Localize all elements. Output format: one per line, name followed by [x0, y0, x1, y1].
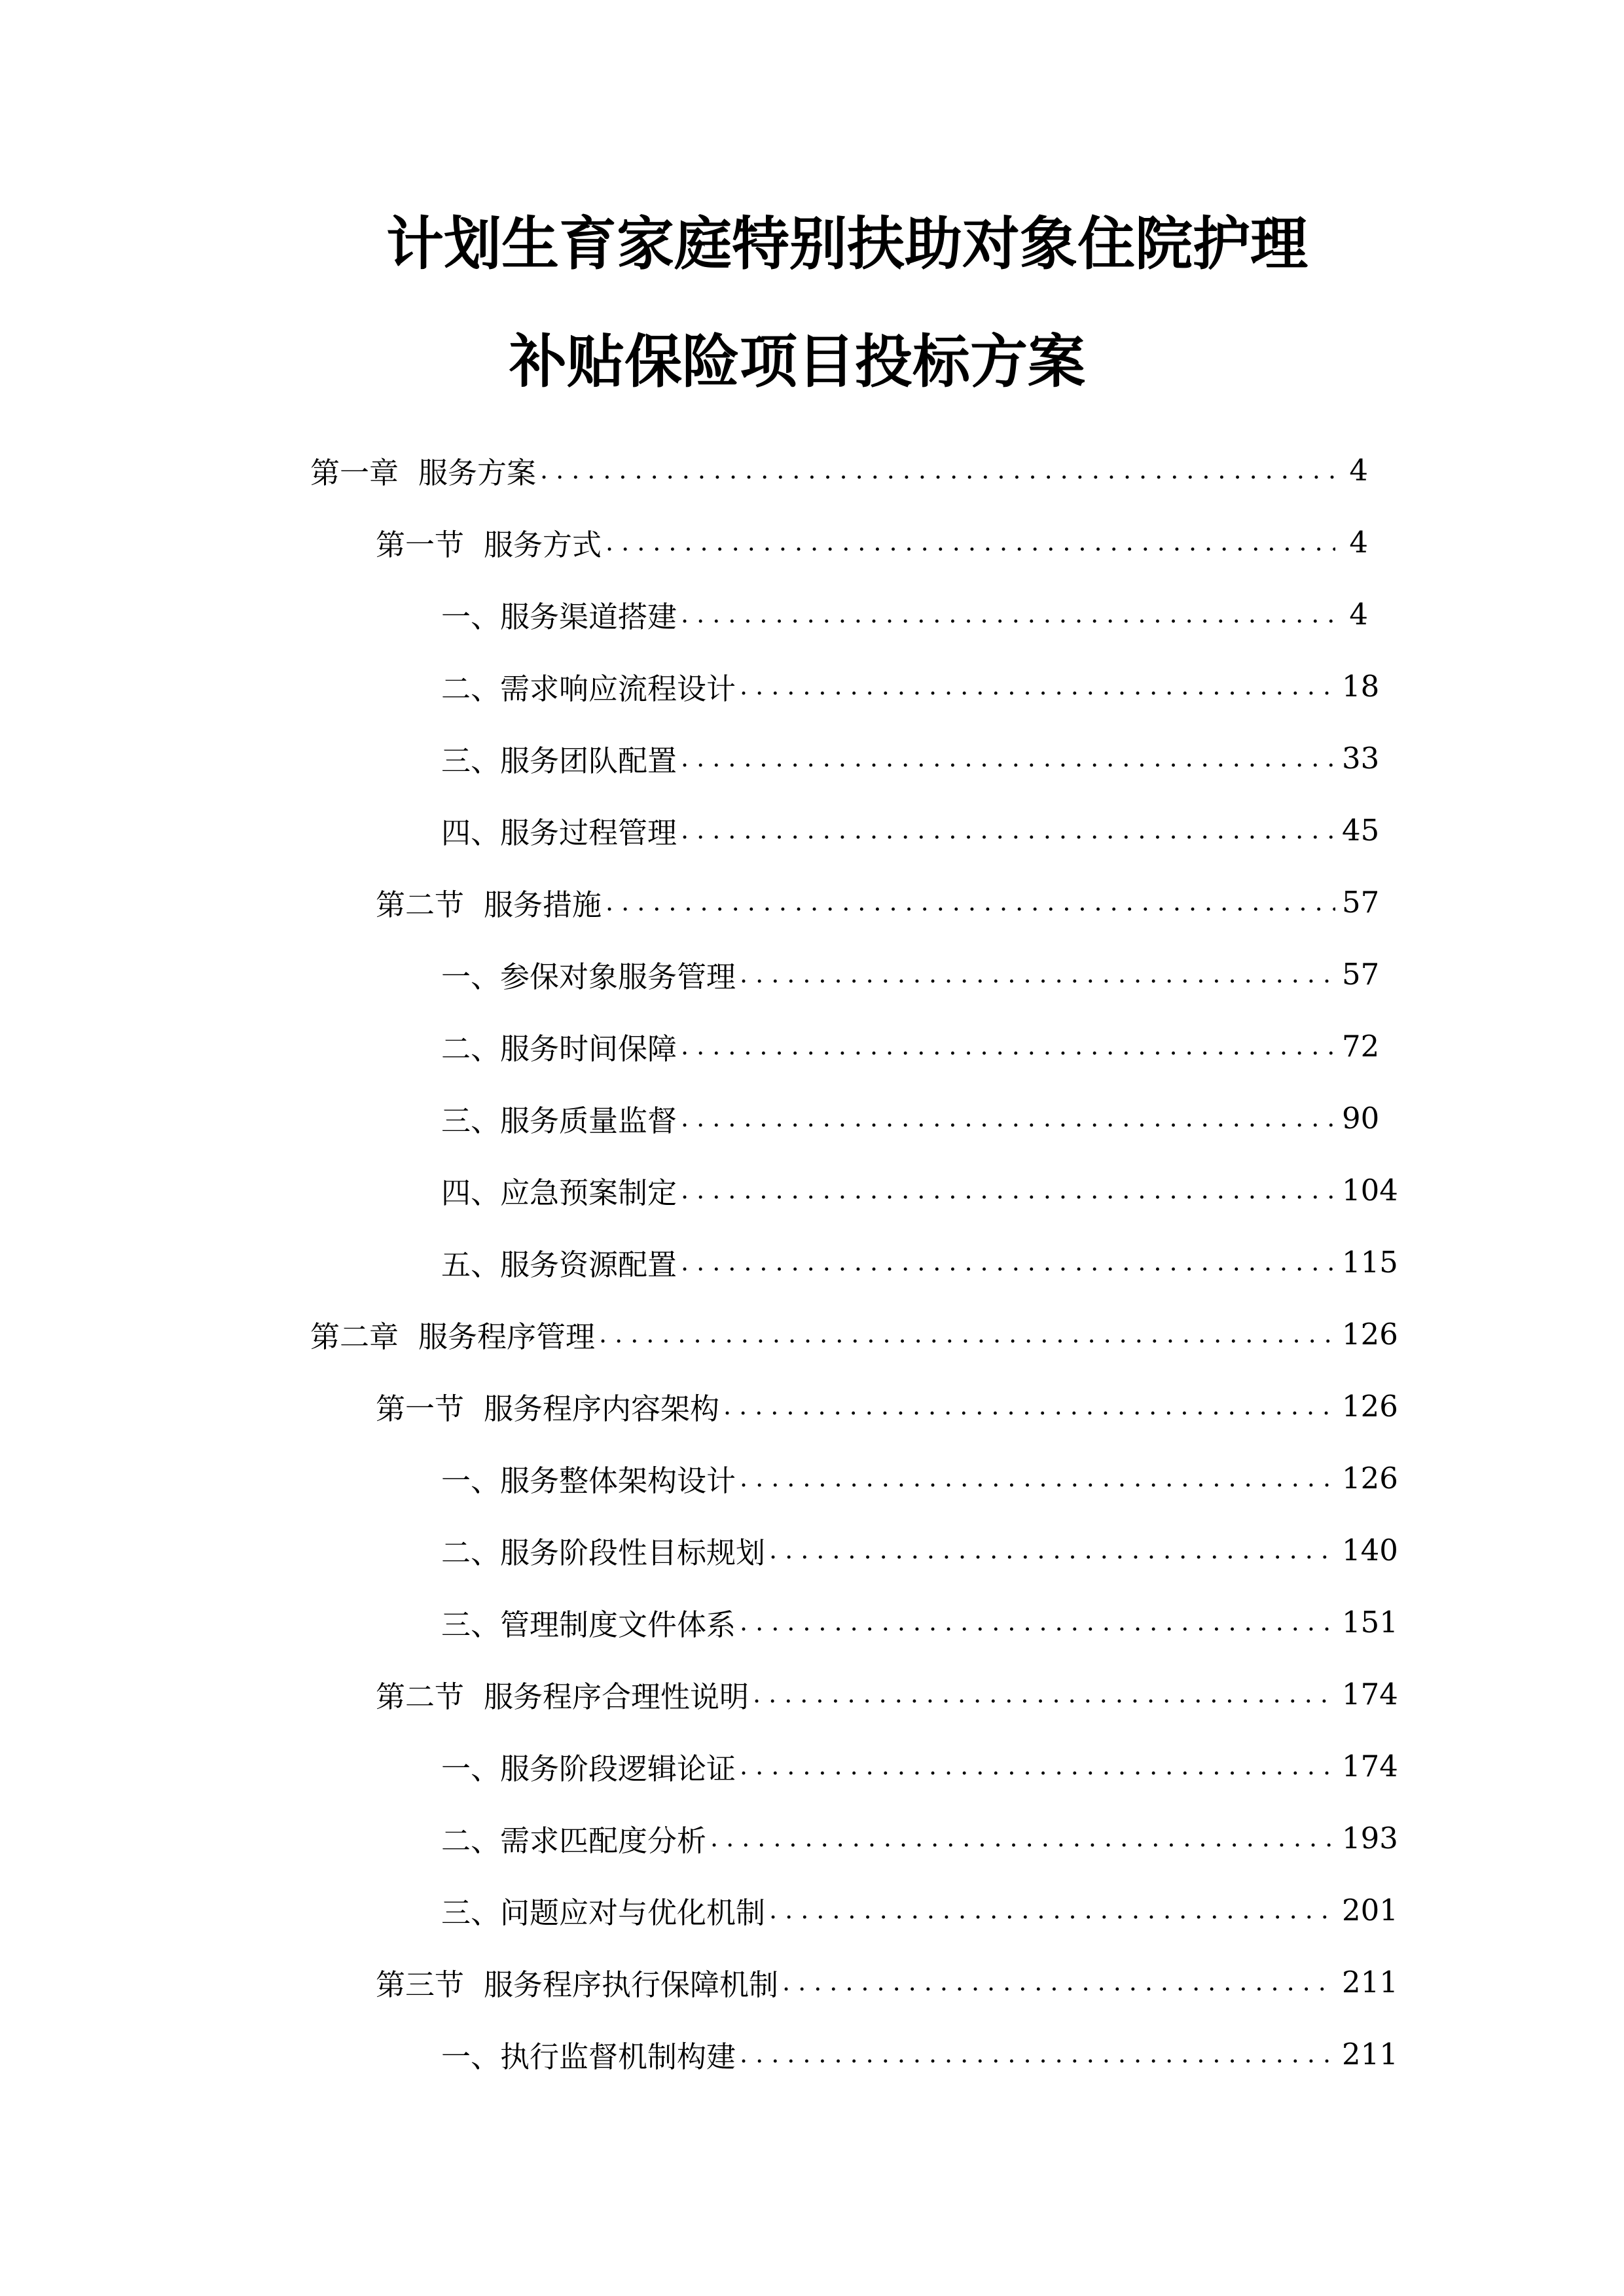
toc-entry[interactable] [441, 794, 1380, 866]
toc-leader-dots [740, 672, 1335, 700]
toc-entry-label: 执行监督机制构建 [500, 2039, 736, 2074]
toc-entry[interactable] [441, 1082, 1380, 1154]
toc-entry-label: 服务方式 [484, 527, 602, 562]
toc-entry-number: 第一节 [376, 1391, 465, 1426]
toc-leader-dots [740, 960, 1335, 988]
toc-leader-dots [782, 1967, 1335, 1996]
toc-leader-dots [605, 888, 1335, 916]
toc-leader-dots [599, 1319, 1335, 1348]
toc-entry-label: 服务整体架构设计 [500, 1463, 736, 1498]
toc-entry-label: 服务程序合理性说明 [484, 1679, 749, 1714]
toc-entry[interactable] [441, 1226, 1398, 1298]
toc-entry-label: 服务措施 [484, 887, 602, 922]
toc-entry-label: 需求响应流程设计 [500, 671, 736, 706]
document-title-line-2: 补贴保险项目投标方案 [509, 328, 1086, 395]
toc-entry-number: 三、 [441, 1895, 501, 1930]
toc-entry-page: 18 [1342, 668, 1380, 704]
toc-entry-label: 服务过程管理 [500, 815, 677, 850]
toc-entry-page: 201 [1342, 1892, 1398, 1928]
toc-leader-dots [540, 456, 1335, 484]
toc-entry-number: 第二节 [376, 1679, 465, 1714]
toc-entry[interactable] [376, 1658, 1398, 1730]
toc-entry[interactable] [441, 1874, 1398, 1946]
toc-entry-page: 45 [1342, 812, 1380, 848]
toc-entry-page: 33 [1342, 740, 1380, 776]
toc-entry-page: 126 [1342, 1460, 1398, 1496]
toc-leader-dots [769, 1895, 1335, 1924]
toc-leader-dots [681, 816, 1335, 844]
toc-entry-page: 90 [1342, 1100, 1380, 1136]
toc-entry[interactable] [376, 1946, 1398, 2018]
toc-leader-dots [769, 1535, 1335, 1564]
toc-entry-page: 4 [1349, 452, 1368, 488]
toc-entry-page: 211 [1342, 1964, 1398, 2000]
toc-entry[interactable] [441, 1442, 1398, 1514]
toc-entry-page: 4 [1349, 596, 1368, 632]
toc-leader-dots [740, 1463, 1335, 1492]
toc-entry-number: 二、 [441, 1031, 501, 1066]
toc-entry-label: 服务程序执行保障机制 [484, 1967, 779, 2002]
toc-entry[interactable] [376, 506, 1368, 578]
toc-leader-dots [740, 1751, 1335, 1780]
toc-entry-label: 服务团队配置 [500, 743, 677, 778]
toc-leader-dots [681, 1103, 1335, 1132]
toc-entry[interactable] [376, 866, 1380, 938]
toc-entry[interactable] [441, 2018, 1398, 2090]
toc-entry-number: 四、 [441, 815, 501, 850]
toc-entry-label: 服务时间保障 [500, 1031, 677, 1066]
toc-leader-dots [605, 528, 1335, 556]
toc-leader-dots [681, 744, 1335, 772]
toc-leader-dots [681, 1175, 1335, 1204]
toc-leader-dots [681, 1031, 1335, 1060]
toc-entry-page: 151 [1342, 1604, 1398, 1640]
toc-entry[interactable] [441, 1730, 1398, 1802]
toc-entry[interactable] [441, 1802, 1398, 1874]
toc-entry-number: 三、 [441, 1607, 501, 1642]
toc-entry[interactable] [441, 578, 1368, 650]
toc-entry-number: 五、 [441, 1247, 501, 1282]
toc-entry-label: 参保对象服务管理 [500, 959, 736, 994]
toc-entry-number: 四、 [441, 1175, 501, 1210]
toc-entry-number: 二、 [441, 1823, 501, 1858]
toc-entry-number: 三、 [441, 743, 501, 778]
toc-entry-label: 服务阶段性目标规划 [500, 1535, 766, 1570]
toc-leader-dots [740, 1607, 1335, 1636]
toc-entry-page: 126 [1342, 1388, 1398, 1424]
toc-entry-label: 应急预案制定 [500, 1175, 677, 1210]
toc-entry-label: 服务程序管理 [418, 1319, 596, 1354]
toc-entry[interactable] [441, 1010, 1380, 1082]
toc-entry-page: 174 [1342, 1676, 1398, 1712]
toc-leader-dots [753, 1679, 1335, 1708]
toc-entry-number: 一、 [441, 599, 501, 634]
toc-entry-label: 服务方案 [418, 455, 537, 490]
document-title-line-1: 计划生育家庭特别扶助对象住院护理 [386, 210, 1308, 278]
toc-entry[interactable] [310, 1298, 1398, 1370]
toc-entry[interactable] [441, 1514, 1398, 1586]
toc-entry-page: 174 [1342, 1748, 1398, 1784]
toc-entry-number: 第二节 [376, 887, 465, 922]
toc-entry-page: 115 [1342, 1244, 1398, 1280]
toc-entry-label: 服务质量监督 [500, 1103, 677, 1138]
toc-entry-label: 管理制度文件体系 [500, 1607, 736, 1642]
toc-entry[interactable] [441, 938, 1380, 1010]
toc-leader-dots [723, 1391, 1335, 1420]
toc-entry-number: 一、 [441, 1463, 501, 1498]
toc-entry-page: 126 [1342, 1316, 1398, 1352]
toc-entry-label: 需求匹配度分析 [500, 1823, 707, 1858]
toc-entry-page: 104 [1342, 1172, 1398, 1208]
toc-entry[interactable] [441, 722, 1380, 794]
toc-entry-number: 一、 [441, 959, 501, 994]
toc-entry-label: 服务阶段逻辑论证 [500, 1751, 736, 1786]
toc-entry-label: 服务渠道搭建 [500, 599, 677, 634]
toc-entry[interactable] [310, 434, 1368, 506]
toc-entry-page: 140 [1342, 1532, 1398, 1568]
toc-entry-page: 193 [1342, 1820, 1398, 1856]
toc-leader-dots [740, 2039, 1335, 2068]
toc-entry[interactable] [376, 1370, 1398, 1442]
toc-entry-number: 三、 [441, 1103, 501, 1138]
toc-entry[interactable] [441, 1586, 1398, 1658]
toc-entry-page: 72 [1342, 1028, 1380, 1064]
toc-entry-label: 服务程序内容架构 [484, 1391, 720, 1426]
toc-entry-label: 服务资源配置 [500, 1247, 677, 1282]
toc-entry-number: 第三节 [376, 1967, 465, 2002]
toc-entry-number: 一、 [441, 1751, 501, 1786]
toc-entry-number: 第二章 [310, 1319, 399, 1354]
toc-entry-page: 4 [1349, 524, 1368, 560]
toc-entry[interactable] [441, 650, 1380, 722]
toc-entry[interactable] [441, 1154, 1398, 1226]
toc-leader-dots [681, 1247, 1335, 1276]
toc-entry-number: 二、 [441, 1535, 501, 1570]
toc-entry-number: 第一节 [376, 527, 465, 562]
toc-entry-label: 问题应对与优化机制 [500, 1895, 766, 1930]
toc-entry-page: 57 [1342, 956, 1380, 992]
toc-entry-page: 211 [1342, 2036, 1398, 2072]
toc-entry-number: 第一章 [310, 455, 399, 490]
toc-entry-page: 57 [1342, 884, 1380, 920]
toc-leader-dots [681, 600, 1335, 628]
toc-entry-number: 二、 [441, 671, 501, 706]
toc-entry-number: 一、 [441, 2039, 501, 2074]
toc-leader-dots [710, 1823, 1335, 1852]
